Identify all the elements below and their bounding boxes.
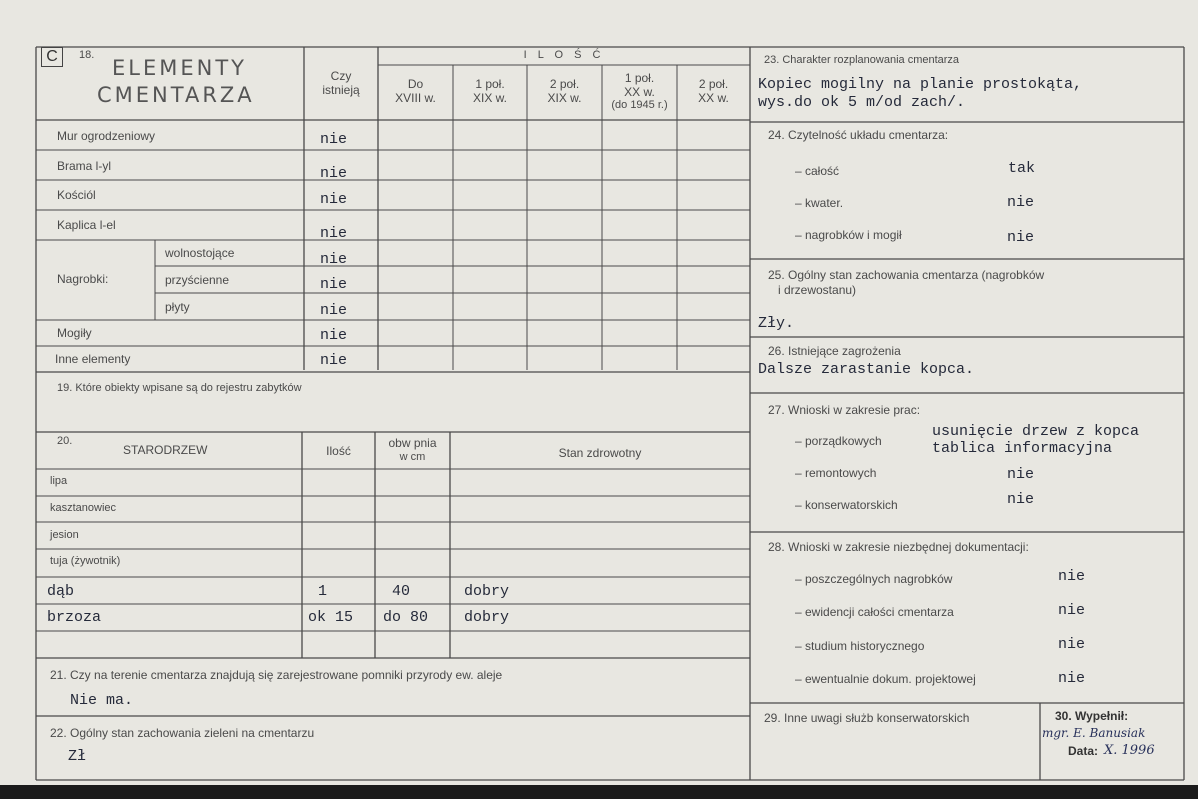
period-line2: XVIII w. [395,91,436,105]
period-line1: 2 poł. [698,77,729,91]
period-line1: Do [407,77,424,91]
q28-label: 28. Wnioski w zakresie niezbędnej dokumentacji: [768,540,1029,554]
element-row-label: Kościól [57,188,96,202]
q24-item-value: nie [1007,229,1035,246]
q30-label: 30. Wypełnił: [1055,709,1129,723]
q24-item-label: – całość [795,164,840,178]
element-row-label: przyścienne [165,273,230,287]
q30-date: X. 1996 [1104,743,1155,758]
element-row-value: nie [320,131,348,148]
element-row-value: nie [320,352,348,369]
element-row-value: nie [320,276,348,293]
q27-item-label: – porządkowych [795,434,882,448]
element-row-label: płyty [165,300,190,314]
q19-label: 19. Które obiekty wpisane są do rejestru zabytków [57,382,302,394]
tree-circ: 40 [392,583,411,600]
q26-label: 26. Istniejące zagrożenia [768,344,901,358]
tree-count: 1 [318,583,328,600]
tree-count: ok 15 [308,609,354,626]
tree-name: brzoza [47,609,102,626]
tree-name: tuja (żywotnik) [50,555,121,567]
q30-date-label: Data: [1068,744,1099,758]
q27-item-value: nie [1007,466,1035,483]
tree-name: lipa [50,475,68,487]
tree-name: kasztanowiec [50,502,117,514]
tree-name: jesion [50,529,79,541]
element-row-label: Mogiły [57,326,92,340]
q20-col-count: Ilość [326,444,351,458]
q21-value: Nie ma. [70,692,134,709]
nagrobki-label: Nagrobki: [57,272,109,286]
q22-value: Zł [68,748,87,765]
q20-col-circ-1: obw pnia [388,436,437,450]
element-row-value: nie [320,302,348,319]
q21-label: 21. Czy na terenie cmentarza znajdują się zarejestrowane pomniki przyrody ew. aleje [50,668,503,682]
period-line2: XIX w. [472,91,507,105]
tree-name: dąb [47,583,75,600]
q27-label: 27. Wnioski w zakresie prac: [768,403,921,417]
element-row-label: Mur ogrodzeniowy [57,129,156,143]
q25-label-line2: i drzewostanu) [778,283,857,297]
q23-line1: Kopiec mogilny na planie prostokąta, [758,76,1083,93]
q26-value: Dalsze zarastanie kopca. [758,361,975,378]
q27-item-value: nie [1007,491,1035,508]
q27-item-label: – konserwatorskich [795,498,898,512]
element-row-value: nie [320,225,348,242]
q28-item-label: – studium historycznego [795,639,925,653]
q24-label: 24. Czytelność układu cmentarza: [768,128,949,142]
quantity-header: I L O Ś Ć [523,49,605,61]
tree-health: dobry [464,609,510,626]
tree-circ: do 80 [383,609,429,626]
period-line3: (do 1945 r.) [611,99,668,111]
q20-col-circ-2: w cm [399,451,426,463]
period-line1: 1 poł. [475,77,505,91]
q27-item-value2: tablica informacyjna [932,440,1113,457]
q28-item-value: nie [1058,602,1086,619]
q28-item-value: nie [1058,568,1086,585]
element-row-value: nie [320,327,348,344]
element-row-label: wolnostojące [165,246,235,260]
element-row-label: Brama l-yl [57,159,112,173]
q24-item-value: nie [1007,194,1035,211]
element-row-value: nie [320,165,348,182]
element-row-value: nie [320,251,348,268]
q28-item-label: – poszczególnych nagrobków [795,572,953,586]
tree-health: dobry [464,583,510,600]
section-title-line1: ELEMENTY [112,56,247,80]
period-line1: 2 poł. [549,77,580,91]
q27-item-value: usunięcie drzew z kopca [932,423,1140,440]
section-letter-box: C [41,47,63,67]
q24-item-value: tak [1008,160,1036,177]
q28-item-value: nie [1058,636,1086,653]
element-row-value: nie [320,191,348,208]
q30-signature: mgr. E. Banusiak [1042,726,1146,740]
q28-item-label: – ewidencji całości cmentarza [795,605,954,619]
q25-value: Zły. [758,315,795,332]
q23-label: 23. Charakter rozplanowania cmentarza [764,54,960,66]
q24-item-label: – nagrobków i mogił [795,228,902,242]
section-number: 18. [79,49,95,61]
q25-label-line1: 25. Ogólny stan zachowania cmentarza (nagrobków [768,268,1045,282]
period-line2: XX w. [698,91,729,105]
q24-item-label: – kwater. [795,196,844,210]
element-row-label: Kaplica l-el [57,218,116,232]
q29-label: 29. Inne uwagi służb konserwatorskich [764,711,970,725]
q28-item-label: – ewentualnie dokum. projektowej [795,672,976,686]
q20-title: STARODRZEW [123,443,208,457]
section-title-line2: CMENTARZA [97,83,255,107]
q28-item-value: nie [1058,670,1086,687]
q20-col-health: Stan zdrowotny [558,446,642,460]
q23-line2: wys.do ok 5 m/od zach/. [758,94,966,111]
period-line1: 1 poł. [624,71,655,85]
period-line2: XIX w. [547,91,582,105]
col-exists-label-2: istnieją [322,83,360,97]
q27-item-label: – remontowych [795,466,877,480]
q20-number: 20. [57,435,73,447]
q22-label: 22. Ogólny stan zachowania zieleni na cmentarzu [50,726,315,740]
col-exists-label-1: Czy [330,69,352,83]
element-row-label: Inne elementy [55,352,131,366]
period-line2: XX w. [624,85,655,99]
